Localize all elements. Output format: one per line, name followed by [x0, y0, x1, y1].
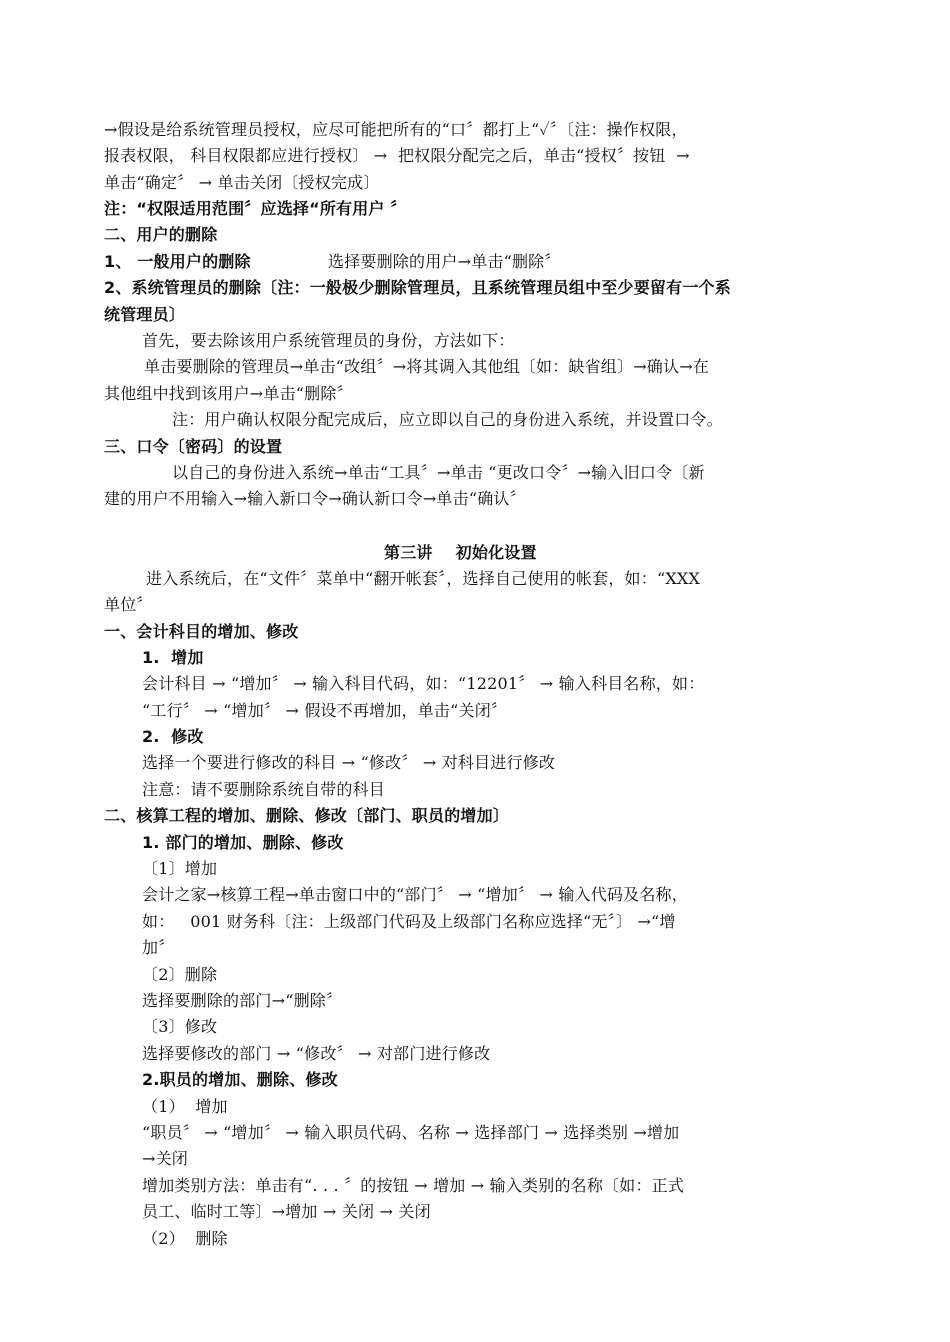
- subsection-heading: 1. 增加: [142, 648, 204, 667]
- body-line: 选择要删除的用户→单击“删除〞: [328, 252, 561, 271]
- body-line: “工行〞 → “增加〞 → 假设不再增加，单击“关闭〞: [142, 701, 508, 720]
- body-line: “职员〞 → “增加〞 → 输入职员代码、名称 → 选择部门 → 选择类别 →增加: [142, 1123, 680, 1142]
- section-heading: 一、会计科目的增加、修改: [104, 622, 299, 641]
- section-heading: 三、口令〔密码〕的设置: [104, 437, 283, 456]
- body-line: （1） 增加: [142, 1097, 228, 1116]
- body-line: 单位〞: [104, 595, 153, 614]
- subsection-heading: 1. 部门的增加、删除、修改: [142, 833, 344, 852]
- section-heading: 二、核算工程的增加、删除、修改〔部门、职员的增加〕: [104, 806, 510, 825]
- body-line: 选择要修改的部门 → “修改〞 → 对部门进行修改: [142, 1044, 491, 1063]
- body-line: 选择要删除的部门→“删除〞: [142, 991, 343, 1010]
- body-line: →假设是给系统管理员授权，应尽可能把所有的“口〞都打上“✓〞〔注：操作权限，: [104, 120, 688, 139]
- body-line: 会计之家→核算工程→单击窗口中的“部门〞 → “增加〞 → 输入代码及名称，: [142, 885, 688, 904]
- body-line: 员工、临时工等〕→增加 → 关闭 → 关闭: [142, 1202, 431, 1221]
- body-line: 以自己的身份进入系统→单击“工具〞→单击 “更改口令〞→输入旧口令〔新: [172, 463, 705, 482]
- body-line: 建的用户不用输入→输入新口令→确认新口令→单击“确认〞: [104, 489, 526, 508]
- note-bold: 注：“权限适用范围〞应选择“所有用户 〞: [104, 199, 407, 218]
- body-line: 〔1〕增加: [142, 859, 218, 878]
- chapter-title: 第三讲 初始化设置: [384, 543, 537, 562]
- section-heading: 二、用户的删除: [104, 225, 218, 244]
- body-line: 如： 001 财务科〔注：上级部门代码及上级部门名称应选择“无〞〕 →“增: [142, 912, 676, 931]
- body-line: 增加类别方法：单击有“. . . 〞的按钮 → 增加 → 输入类别的名称〔如：正式: [142, 1176, 685, 1195]
- body-line: 加〞: [142, 938, 175, 957]
- body-line: 单击要删除的管理员→单击“改组〞→将其调入其他组〔如：缺省组〕→确认→在: [144, 357, 710, 376]
- body-line: 注：用户确认权限分配完成后，应立即以自己的身份进入系统，并设置口令。: [172, 410, 723, 429]
- body-line: 报表权限， 科目权限都应进行授权〕 → 把权限分配完之后，单击“授权〞按钮 →: [104, 146, 690, 165]
- body-line: →关闭: [142, 1149, 189, 1168]
- body-line: 其他组中找到该用户→单击“删除〞: [104, 384, 353, 403]
- body-line: （2） 删除: [142, 1229, 228, 1248]
- body-line: 选择一个要进行修改的科目 → “修改〞 → 对科目进行修改: [142, 753, 556, 772]
- subsection-heading: 2、系统管理员的删除〔注：一般极少删除管理员，且系统管理员组中至少要留有一个系: [104, 278, 731, 297]
- body-line: 进入系统后，在“文件〞菜单中“翻开帐套〞，选择自己使用的帐套，如：“XXX: [146, 569, 701, 588]
- subsection-heading: 统管理员〕: [104, 305, 186, 324]
- body-line: 会计科目 → “增加〞 → 输入科目代码，如：“12201〞 → 输入科目名称，如：: [142, 674, 705, 693]
- body-line: 首先，要去除该用户系统管理员的身份，方法如下：: [142, 331, 515, 350]
- subsection-heading: 2. 修改: [142, 727, 204, 746]
- subsection-heading: 1、 一般用户的删除: [104, 252, 251, 271]
- body-line: 〔2〕删除: [142, 965, 218, 984]
- body-line: 〔3〕修改: [142, 1017, 218, 1036]
- subsection-heading: 2.职员的增加、删除、修改: [142, 1070, 338, 1089]
- body-line: 单击“确定〞 → 单击关闭〔授权完成〕: [104, 173, 380, 192]
- body-line: 注意：请不要删除系统自带的科目: [142, 780, 386, 799]
